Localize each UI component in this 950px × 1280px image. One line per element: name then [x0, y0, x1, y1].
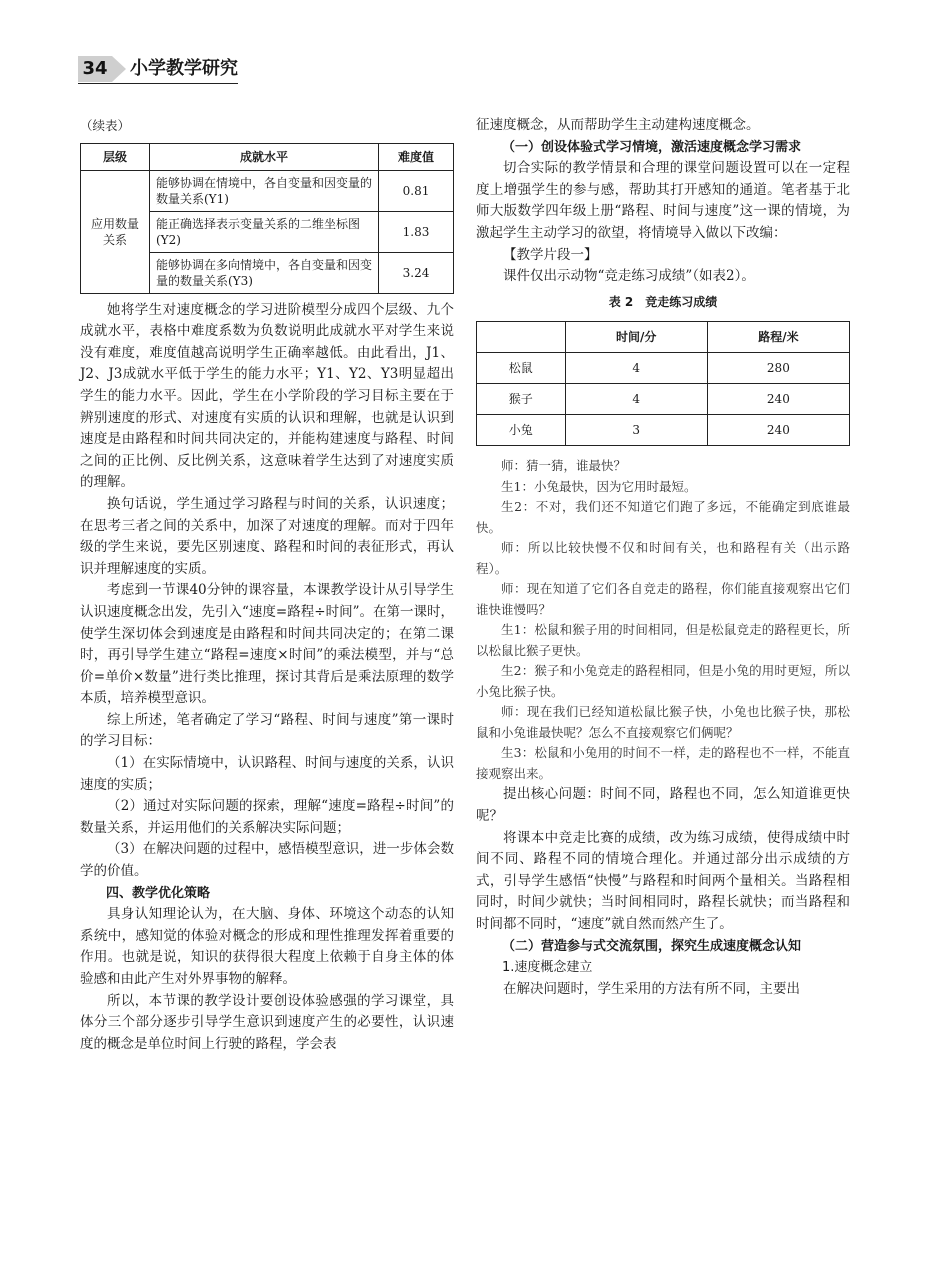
animal-cell: 小兔 — [477, 415, 566, 446]
table-row — [477, 384, 850, 415]
table-header-cell: 层级 — [81, 143, 150, 170]
dialog-line: 生3：松鼠和小兔用的时间不一样，走的路程也不一样，不能直接观察出来。 — [476, 745, 850, 781]
body-paragraph: 切合实际的教学情景和合理的课堂问题设置可以在一定程度上增强学生的参与感，帮助其打开感知的通道。笔者基于北师大版数学四年级上册“路程、时间与速度”这一课的情境，为激起学生主动学习的欲望，将情境导入做以下改编： — [476, 160, 850, 241]
body-paragraph: 具身认知理论认为，在大脑、身体、环境这个动态的认知系统中，感知觉的体验对概念的形成和理性推理发挥着重要的作用。也就是说，知识的获得很大程度上依赖于自身主体的体验感和由此产生对外界事物的解释。 — [80, 906, 454, 987]
section-heading: 四、教学优化策略 — [106, 885, 211, 901]
sub-subsection-heading: 1.速度概念建立 — [502, 960, 593, 976]
header-rule — [78, 83, 238, 84]
table-header-cell: 时间/分 — [565, 322, 707, 353]
table-continued-note: （续表） — [80, 118, 131, 133]
body-paragraph: 将课本中竞走比赛的成绩，改为练习成绩，使得成绩中时间不同、路程不同的情境合理化。并通过部分出示成绩的方式，引导学生感悟“快慢”与路程和时间两个量相关。当路程相同时，时间少就快；当时间相同时，路程长就快；而当路程和时间都不同时，“速度”就自然而然产生了。 — [476, 829, 850, 932]
level-cell: 应用数量关系 — [81, 170, 150, 293]
time-cell: 3 — [565, 415, 707, 446]
dialog-line: 生1：小兔最快，因为它用时最短。 — [501, 478, 697, 494]
animal-cell: 猴子 — [477, 384, 566, 415]
segment-label: 【教学片段一】 — [503, 246, 598, 263]
right-column — [476, 115, 850, 1000]
subsection-heading: （一）创设体验式学习情境，激活速度概念学习需求 — [502, 139, 802, 155]
dialog-line: 师：猜一猜，谁最快？ — [501, 458, 627, 474]
dialog-line: 生2：猴子和小兔竞走的路程相同，但是小兔的用时更短，所以小兔比猴子快。 — [476, 663, 850, 699]
body-paragraph: 换句话说，学生通过学习路程与时间的关系，认识速度；在思考三者之间的关系中，加深了对速度的理解。而对于四年级的学生来说，要先区别速度、路程和时间的表征形式，再认识并理解速度的实质。 — [80, 495, 454, 577]
difficulty-cell: 3.24 — [379, 252, 454, 293]
achievement-cell: 能够协调在情境中，各自变量和因变量的数量关系(Y1) — [150, 170, 379, 211]
table-row — [477, 415, 850, 446]
table-row — [81, 170, 454, 211]
body-paragraph: 综上所述，笔者确定了学习“路程、时间与速度”第一课时的学习目标： — [80, 711, 454, 750]
objective-item: （3）在解决问题的过程中，感悟模型意识，进一步体会数学的价值。 — [80, 841, 454, 880]
table-header-cell — [477, 322, 566, 353]
left-column — [80, 115, 454, 1055]
body-paragraph: 提出核心问题：时间不同，路程也不同，怎么知道谁更快呢？ — [476, 786, 850, 824]
dialog-line: 师：所以比较快慢不仅和时间有关，也和路程有关（出示路程）。 — [476, 540, 850, 576]
body-paragraph: 在解决问题时，学生采用的方法有所不同，主要出 — [503, 980, 800, 997]
body-paragraph: 所以，本节课的教学设计要创设体验感强的学习课堂，具体分三个部分逐步引导学生意识到速度产生的必要性，认识速度的概念是单位时间上行驶的路程，学会表 — [80, 992, 454, 1052]
distance-cell: 280 — [707, 353, 849, 384]
achievement-cell: 能正确选择表示变量关系的二维坐标图(Y2) — [150, 211, 379, 252]
objective-item: （1）在实际情境中，认识路程、时间与速度的关系，认识速度的实质； — [80, 755, 454, 793]
time-cell: 4 — [565, 353, 707, 384]
body-paragraph: 她将学生对速度概念的学习进阶模型分成四个层级、九个成就水平，表格中难度系数为负数说明此成就水平对学生来说没有难度，难度值越高说明学生正确率越低。由此看出，J1、J2、J3成就水平低于学生的能力水平；Y1、Y2、Y3明显超出学生的能力水平。因此，学生在小学阶段的学习目标主要在于辨别速度的形式、对速度有实质的认识和理解，也就是认识到速度是由路程和时间共同决定的，并能构建速度与路程、时间之间的正比例、反比例关系，这意味着学生达到了对速度实质的理解。 — [80, 301, 454, 491]
table-row — [477, 353, 850, 384]
table-header-cell: 难度值 — [379, 143, 454, 170]
dialog-line: 师：现在知道了它们各自竞走的路程，你们能直接观察出它们谁快谁慢吗？ — [476, 581, 850, 617]
objective-item: （2）通过对实际问题的探索，理解“速度=路程÷时间”的数量关系，并运用他们的关系解决实际问题； — [80, 798, 454, 836]
achievement-cell: 能够协调在多向情境中，各自变量和因变量的数量关系(Y3) — [150, 252, 379, 293]
table-header-cell: 路程/米 — [707, 322, 849, 353]
table-header-row — [477, 322, 850, 353]
page-number: 34 — [78, 56, 112, 82]
time-cell: 4 — [565, 384, 707, 415]
table-header-row — [81, 143, 454, 170]
body-paragraph: 征速度概念，从而帮助学生主动建构速度概念。 — [476, 117, 760, 133]
distance-cell: 240 — [707, 415, 849, 446]
dialog-line: 师：现在我们已经知道松鼠比猴子快，小兔也比猴子快，那松鼠和小兔谁最快呢？怎么不直接观察它们俩呢？ — [476, 704, 850, 740]
table-header-cell: 成就水平 — [150, 143, 379, 170]
race-results-table — [476, 321, 850, 446]
body-paragraph: 考虑到一节课40分钟的课容量，本课教学设计从引导学生认识速度概念出发，先引入“速度=路程÷时间”。在第一课时，使学生深切体会到速度是由路程和时间共同决定的；在第二课时，再引导学生建立“路程=速度×时间”的乘法模型，并与“总价=单价×数量”进行类比推理，探讨其背后是乘法原理的数学本质，培养模型意识。 — [80, 582, 454, 707]
dialog-line: 生1：松鼠和猴子用的时间相同，但是松鼠竞走的路程更长，所以松鼠比猴子更快。 — [476, 622, 850, 658]
difficulty-cell: 1.83 — [379, 211, 454, 252]
body-paragraph: 课件仅出示动物“竞走练习成绩”（如表2）。 — [503, 268, 755, 285]
subsection-heading: （二）营造参与式交流氛围，探究生成速度概念认知 — [502, 938, 802, 954]
achievement-table — [80, 143, 454, 294]
page-header — [78, 56, 238, 82]
difficulty-cell: 0.81 — [379, 170, 454, 211]
distance-cell: 240 — [707, 384, 849, 415]
animal-cell: 松鼠 — [477, 353, 566, 384]
table-caption: 表 2 竞走练习成绩 — [608, 294, 718, 309]
journal-title: 小学教学研究 — [130, 58, 238, 79]
dialog-line: 生2：不对，我们还不知道它们跑了多远，不能确定到底谁最快。 — [476, 499, 850, 535]
